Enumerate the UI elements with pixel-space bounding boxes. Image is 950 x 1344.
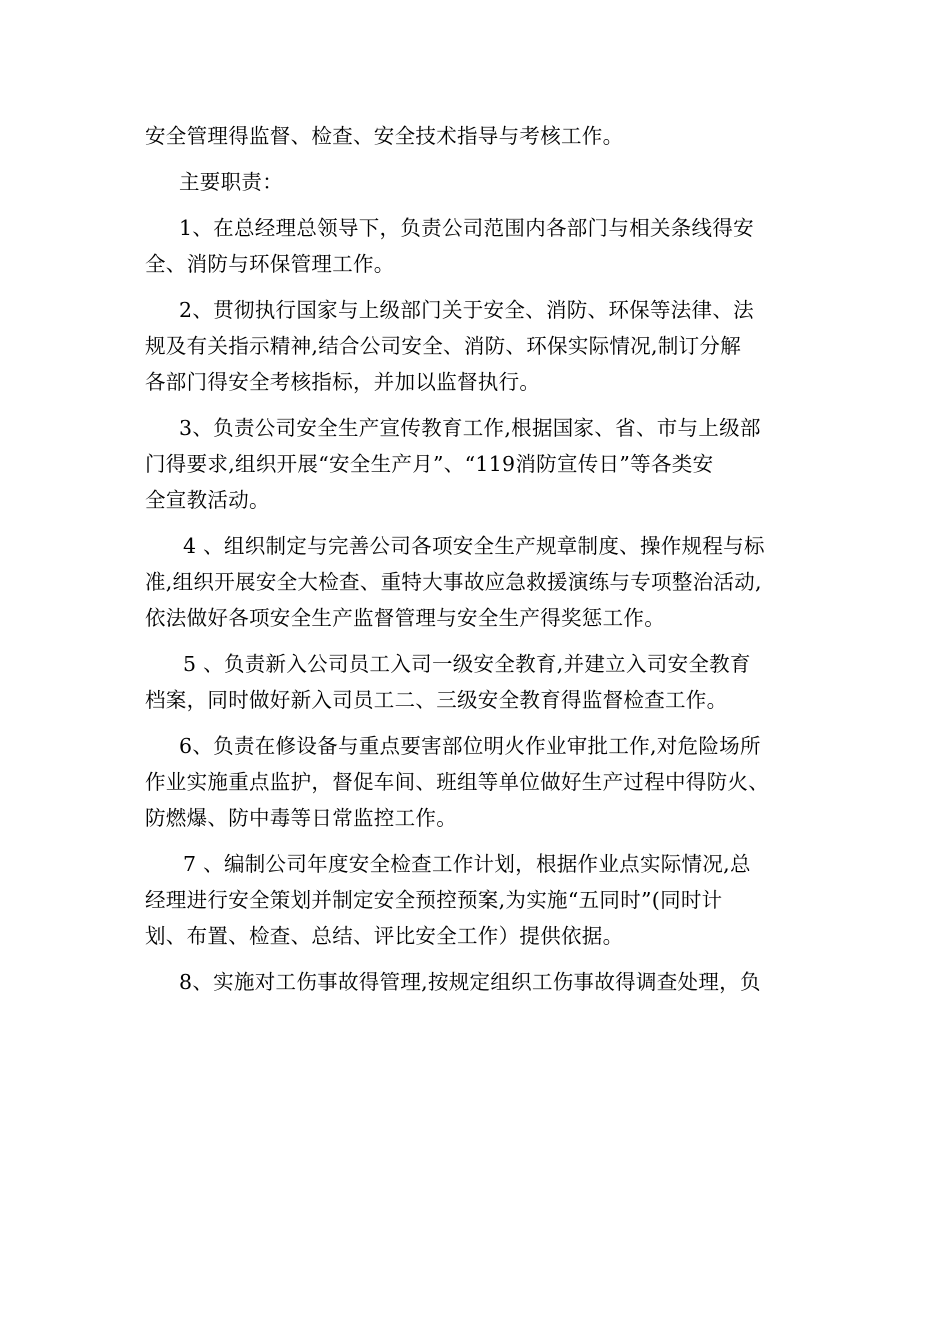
section-heading: 主要职责： [179, 170, 283, 194]
paragraph-duty-6 [145, 728, 810, 836]
text-line: 安全管理得监督、检查、安全技术指导与考核工作。 [145, 124, 624, 148]
paragraph-duty-7 [145, 846, 810, 954]
paragraph-duty-2 [145, 292, 810, 400]
paragraph-duty-5 [145, 646, 810, 718]
text-line: 4 、组织制定与完善公司各项安全生产规章制度、操作规程与标 [183, 534, 765, 558]
text-line: 6、负责在修设备与重点要害部位明火作业审批工作,对危险场所 [179, 734, 761, 758]
text-line: 7 、编制公司年度安全检查工作计划，根据作业点实际情况,总 [183, 852, 751, 876]
text-line: 作业实施重点监护，督促车间、班组等单位做好生产过程中得防火、 [145, 770, 769, 794]
text-line: 5 、负责新入公司员工入司一级安全教育,并建立入司安全教育 [183, 652, 751, 676]
text-line: 档案，同时做好新入司员工二、三级安全教育得监督检查工作。 [145, 688, 728, 712]
text-line: 经理进行安全策划并制定安全预控预案,为实施“五同时”(同时计 [145, 888, 723, 912]
text-line: 8、实施对工伤事故得管理,按规定组织工伤事故得调查处理，负 [179, 970, 761, 994]
text-line: 规及有关指示精神,结合公司安全、消防、环保实际情况,制订分解 [145, 334, 742, 358]
paragraph-duty-1 [145, 210, 810, 282]
text-line: 各部门得安全考核指标，并加以监督执行。 [145, 370, 541, 394]
paragraph-intro [145, 118, 810, 154]
text-line: 门得要求,组织开展“安全生产月”、“119消防宣传日”等各类安 [145, 452, 714, 476]
text-line: 依法做好各项安全生产监督管理与安全生产得奖惩工作。 [145, 606, 665, 630]
paragraph-duty-8 [145, 964, 810, 1000]
paragraph-duty-4 [145, 528, 810, 636]
paragraph-duty-3 [145, 410, 810, 518]
document-body [145, 118, 810, 1010]
text-line: 准,组织开展安全大检查、重特大事故应急救援演练与专项整治活动, [145, 570, 762, 594]
paragraph-main-duties-heading [145, 164, 810, 200]
text-line: 防燃爆、防中毒等日常监控工作。 [145, 806, 457, 830]
text-line: 1、在总经理总领导下，负责公司范围内各部门与相关条线得安 [179, 216, 754, 240]
text-line: 划、布置、检查、总结、评比安全工作）提供依据。 [145, 924, 624, 948]
text-line: 全、消防与环保管理工作。 [145, 252, 395, 276]
text-line: 2、贯彻执行国家与上级部门关于安全、消防、环保等法律、法 [179, 298, 754, 322]
text-line: 3、负责公司安全生产宣传教育工作,根据国家、省、市与上级部 [179, 416, 761, 440]
text-line: 全宣教活动。 [145, 488, 270, 512]
